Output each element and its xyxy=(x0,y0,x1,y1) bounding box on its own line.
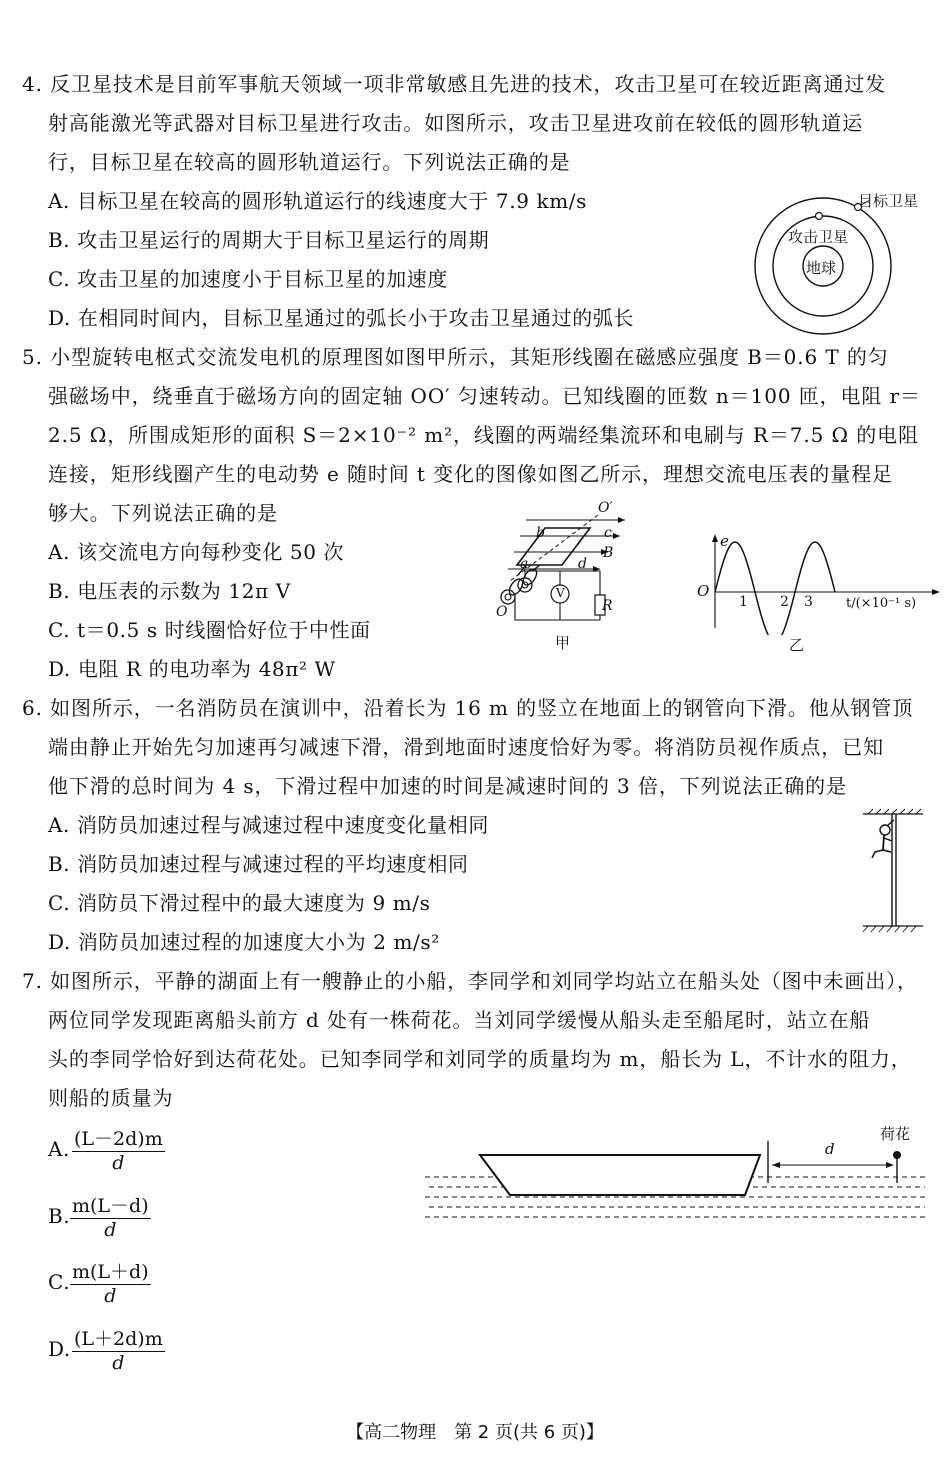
attack-satellite-label: 攻击卫星 xyxy=(788,228,849,246)
label-a: a xyxy=(520,556,529,572)
q7-option-c-denominator: d xyxy=(104,1285,117,1307)
q7-option-a-letter: A. xyxy=(48,1137,71,1161)
tick-label-2: 2 xyxy=(780,594,789,610)
figure-jia-caption: 甲 xyxy=(555,634,571,652)
q6-stem-line-2: 端由静止开始先匀加速再匀减速下滑，滑到地面时速度恰好为零。将消防员视作质点，已知 xyxy=(48,735,884,759)
q7-option-d-numerator: (L＋2d)m xyxy=(72,1324,165,1352)
q4-option-a: A. 目标卫星在较高的圆形轨道运行的线速度大于 7.9 km/s xyxy=(48,189,587,213)
q7-stem-line-1: 7. 如图所示，平静的湖面上有一艘静止的小船，李同学和刘同学均站立在船头处（图中未画出）， xyxy=(22,969,918,993)
boat-lotus-figure xyxy=(420,1135,930,1230)
time-axis-label: t/(×10⁻¹ s) xyxy=(846,596,917,611)
label-resistor-r: R xyxy=(602,598,613,614)
figure-yi-caption: 乙 xyxy=(789,636,805,654)
q7-option-d-fraction xyxy=(72,1324,165,1374)
q5-stem-line-4: 连接，矩形线圈产生的电动势 e 随时间 t 变化的图像如图乙所示，理想交流电压表的量程足 xyxy=(48,462,893,486)
q6-stem-line-1: 6. 如图所示，一名消防员在演训中，沿着长为 16 m 的竖立在地面上的钢管向下滑。他从钢管顶 xyxy=(22,696,914,720)
q5-stem-line-5: 够大。下列说法正确的是 xyxy=(48,501,278,525)
q5-option-b: B. 电压表的示数为 12π V xyxy=(48,579,291,603)
q7-option-c-letter: C. xyxy=(48,1270,71,1294)
q7-option-a-numerator: (L－2d)m xyxy=(72,1124,165,1152)
q5-option-d: D. 电阻 R 的电功率为 48π² W xyxy=(48,657,336,681)
emf-sine-curve xyxy=(715,542,835,635)
target-satellite-label: 目标卫星 xyxy=(858,192,919,210)
q7-option-a-denominator: d xyxy=(112,1152,125,1174)
lotus-label: 荷花 xyxy=(880,1125,911,1143)
q5-stem-line-2: 强磁场中，绕垂直于磁场方向的固定轴 OO′ 匀速转动。已知线圈的匝数 n＝100 匝，电阻 r＝ xyxy=(48,384,921,408)
q4-stem-line-1: 4. 反卫星技术是目前军事航天领域一项非常敏感且先进的技术，攻击卫星可在较近距离通过发 xyxy=(22,72,887,96)
q4-stem-line-3: 行，目标卫星在较高的圆形轨道运行。下列说法正确的是 xyxy=(48,150,571,174)
q7-option-b-numerator: m(L－d) xyxy=(70,1191,151,1219)
q5-stem-line-1: 5. 小型旋转电枢式交流发电机的原理图如图甲所示，其矩形线圈在磁感应强度 B＝0.6 T 的匀 xyxy=(22,345,889,369)
q7-option-c-numerator: m(L＋d) xyxy=(70,1257,151,1285)
page-footer: 【高二物理 第 2 页(共 6 页)】 xyxy=(346,1422,604,1443)
label-d: d xyxy=(578,556,587,572)
q7-option-b-denominator: d xyxy=(104,1219,117,1241)
earth-label: 地球 xyxy=(806,259,837,277)
label-b: b xyxy=(536,525,545,541)
q4-option-b: B. 攻击卫星运行的周期大于目标卫星运行的周期 xyxy=(48,228,490,252)
q7-option-b-fraction xyxy=(70,1191,151,1241)
q7-option-c-fraction xyxy=(70,1257,151,1307)
q6-stem-line-3: 他下滑的总时间为 4 s，下滑过程中加速的时间是减速时间的 3 倍，下列说法正确的是 xyxy=(48,774,847,798)
q7-stem-line-3: 头的李同学恰好到达荷花处。已知李同学和刘同学的质量均为 m，船长为 L，不计水的阻力， xyxy=(48,1047,912,1071)
q4-option-c: C. 攻击卫星的加速度小于目标卫星的加速度 xyxy=(48,267,448,291)
q6-option-b: B. 消防员加速过程与减速过程的平均速度相同 xyxy=(48,852,469,876)
q6-option-a: A. 消防员加速过程与减速过程中速度变化量相同 xyxy=(48,813,489,837)
tick-label-3: 3 xyxy=(804,594,813,610)
q7-option-d-denominator: d xyxy=(112,1352,125,1374)
q4-stem-line-2: 射高能激光等武器对目标卫星进行攻击。如图所示，攻击卫星进攻前在较低的圆形轨道运 xyxy=(48,111,864,135)
firefighter-pole-figure xyxy=(858,808,928,938)
emf-time-graph xyxy=(690,530,950,635)
q6-option-d: D. 消防员加速过程的加速度大小为 2 m/s² xyxy=(48,930,440,954)
label-o: O xyxy=(496,604,508,620)
label-c: c xyxy=(604,525,612,541)
q7-option-b-letter: B. xyxy=(48,1204,71,1228)
voltmeter-icon: V xyxy=(556,586,565,600)
q7-stem-line-4: 则船的质量为 xyxy=(48,1086,174,1110)
satellite-orbit-figure xyxy=(750,190,930,335)
q7-option-d-letter: D. xyxy=(48,1337,71,1361)
axis-label-e: e xyxy=(720,532,729,550)
tick-label-1: 1 xyxy=(739,594,748,610)
q5-option-c: C. t＝0.5 s 时线圈恰好位于中性面 xyxy=(48,618,371,642)
q7-stem-line-2: 两位同学发现距离船头前方 d 处有一株荷花。当刘同学缓慢从船头走至船尾时，站立在船 xyxy=(48,1008,871,1032)
q6-option-c: C. 消防员下滑过程中的最大速度为 9 m/s xyxy=(48,891,431,915)
q5-option-a: A. 该交流电方向每秒变化 50 次 xyxy=(48,540,345,564)
q4-option-d: D. 在相同时间内，目标卫星通过的弧长小于攻击卫星通过的弧长 xyxy=(48,306,635,330)
label-o-prime: O′ xyxy=(598,500,613,516)
label-field-b: B xyxy=(603,545,614,561)
q7-option-a-fraction xyxy=(72,1124,165,1174)
q5-stem-line-3: 2.5 Ω，所围成矩形的面积 S＝2×10⁻² m²，线圈的两端经集流环和电刷与 R＝7.5 Ω 的电阻 xyxy=(48,423,919,447)
origin-label: O xyxy=(697,582,710,600)
distance-d-label: d xyxy=(825,1140,835,1158)
